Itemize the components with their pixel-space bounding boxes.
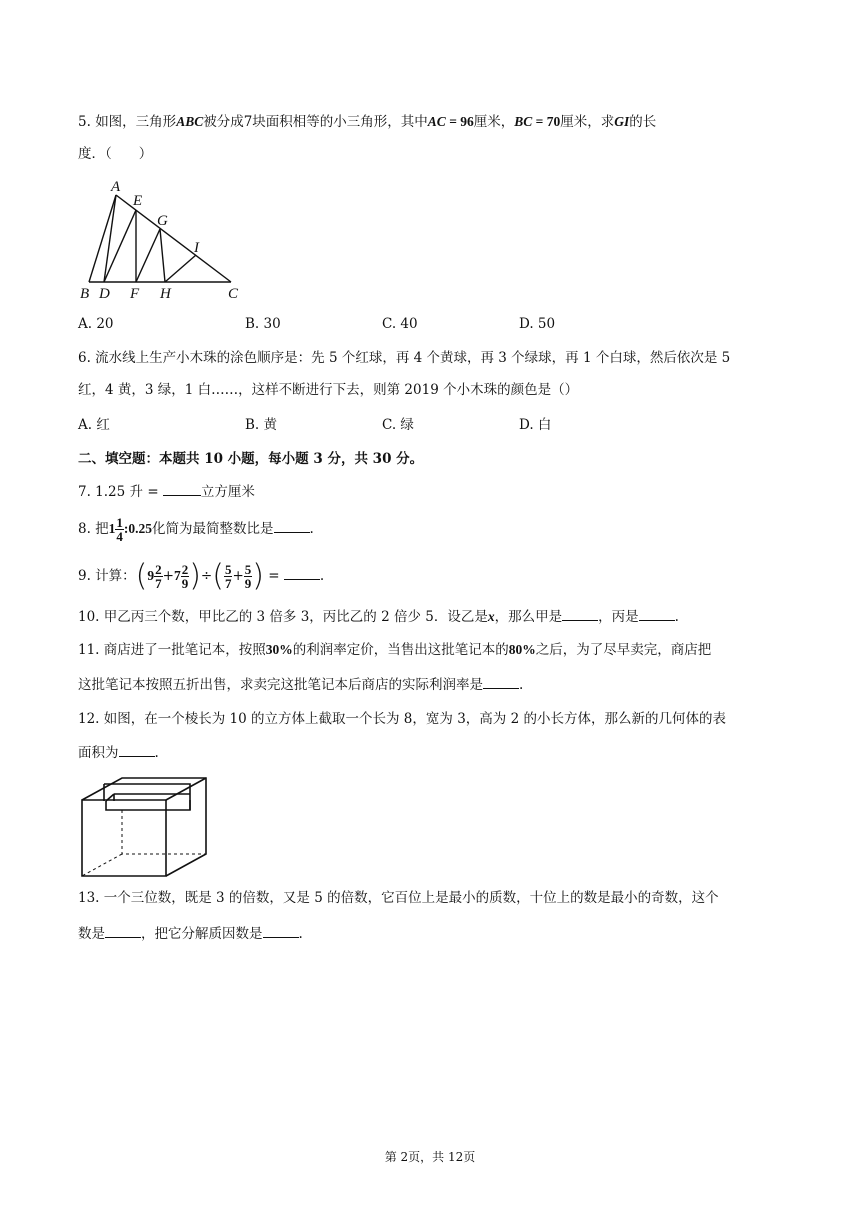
label-i: I <box>194 240 199 256</box>
answer-blank[interactable] <box>284 567 320 580</box>
q8: 8. 把1 $\frac{1}{4}$ :0.25化简为最简整数比是 . <box>78 515 314 544</box>
q11-line2: 这批笔记本按照五折出售，求卖完这批笔记本后商店的实际利润率是 . <box>78 677 524 693</box>
q5-choice-b[interactable]: B. 30 <box>245 316 281 332</box>
q6-choice-a[interactable]: A. 红 <box>78 417 110 433</box>
q12-line2: 面积为 . <box>78 745 159 761</box>
answer-blank[interactable] <box>483 676 519 689</box>
q11-line1: 11. 商店进了一批笔记本，按照30%的利润率定价，当售出这批笔记本的80%之后，为了尽早卖完，商店把 <box>78 642 712 658</box>
answer-blank[interactable] <box>639 608 675 621</box>
q6-choice-b[interactable]: B. 黄 <box>245 417 278 433</box>
triangle-name: ABC <box>176 114 204 129</box>
fraction: $\frac{5}{7}$ <box>224 562 232 591</box>
q5-choice-c[interactable]: C. 40 <box>382 316 418 332</box>
cube-figure <box>80 774 212 878</box>
label-g: G <box>157 213 168 229</box>
q7: 7. 1.25 升 = 立方厘米 <box>78 484 255 500</box>
q13-line1: 13. 一个三位数，既是 3 的倍数，又是 5 的倍数，它百位上是最小的质数，十位上的数是最小的奇数，这个 <box>78 890 719 906</box>
q5-choice-a[interactable]: A. 20 <box>78 316 114 332</box>
label-d: D <box>99 286 110 302</box>
answer-blank[interactable] <box>274 520 310 533</box>
q6-choice-d[interactable]: D. 白 <box>519 417 552 433</box>
q5-choice-d[interactable]: D. 50 <box>519 316 556 332</box>
fraction: $\frac{2}{9}$ <box>181 562 189 591</box>
fraction: $\frac{2}{7}$ <box>155 562 162 591</box>
q6-line2: 红，4 黄，3 绿，1 白……，这样不断进行下去，则第 2019 个小木珠的颜色是（） <box>78 382 579 398</box>
fraction: $\frac{5}{9}$ <box>244 562 252 591</box>
label-c: C <box>228 286 239 302</box>
page-footer: 第 2页，共 12页 <box>384 1150 476 1164</box>
q6-line1: 6. 流水线上生产小木珠的涂色顺序是：先 5 个红球，再 4 个黄球，再 3 个绿球，再 1 个白球，然后依次是 5 <box>78 350 731 366</box>
label-h: H <box>160 286 171 302</box>
label-b: B <box>80 286 90 302</box>
q5-line2: 度．（ ） <box>78 146 153 162</box>
q13-line2: 数是 ，把它分解质因数是 . <box>78 926 303 942</box>
triangle-figure <box>76 176 246 302</box>
q12-line1: 12. 如图，在一个棱长为 10 的立方体上截取一个长为 8，宽为 3，高为 2 的小长方体，那么新的几何体的表 <box>78 711 726 727</box>
q5-number: 5. <box>78 114 91 130</box>
q10: 10. 甲乙丙三个数，甲比乙的 3 倍多 3，丙比乙的 2 倍少 5．设乙是x，那么甲是 ，丙是 . <box>78 609 679 625</box>
q6-choice-c[interactable]: C. 绿 <box>382 417 414 433</box>
label-f: F <box>130 286 140 302</box>
section-heading: 二、填空题：本题共 10 小题，每小题 3 分，共 30 分。 <box>78 451 424 467</box>
answer-blank[interactable] <box>119 744 155 757</box>
label-a: A <box>111 179 121 195</box>
q9: 9. 计算：(9 $\frac{2}{7}$ +7 $\frac{2}{9}$ )÷( $\frac{5}{7}$ + $\frac{5}{9}$ ) = . <box>78 558 325 594</box>
answer-blank[interactable] <box>562 608 598 621</box>
label-e: E <box>133 193 143 209</box>
answer-blank[interactable] <box>163 483 201 496</box>
q5-line1: 5. 如图，三角形ABC被分成7块面积相等的小三角形，其中AC = 96厘米，BC = 70厘米，求GI的长 <box>78 114 657 130</box>
answer-blank[interactable] <box>263 925 299 938</box>
answer-blank[interactable] <box>105 925 141 938</box>
fraction: $\frac{1}{4}$ <box>116 515 123 544</box>
